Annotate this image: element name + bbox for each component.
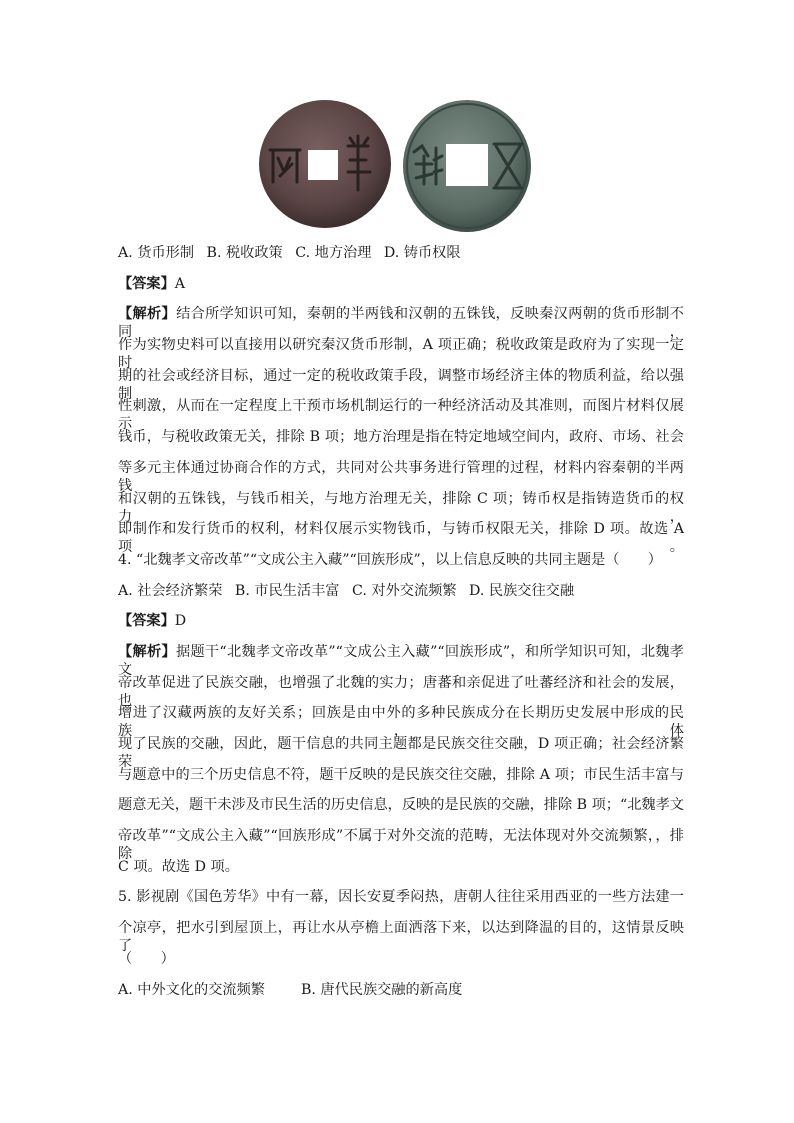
options-q3: [118, 244, 684, 262]
wuzhu-coin-image: [400, 98, 534, 234]
analysis-label: 【解析】: [118, 306, 177, 323]
option-a: A. 货币形制: [118, 245, 195, 261]
analysis-q3-line: 【解析】结合所学知识可知，秦朝的半两钱和汉朝的五铢钱，反映秦汉两朝的货币形制不同，: [118, 306, 684, 341]
analysis-q3-line: 和汉朝的五铢钱，与钱币相关，与地方治理无关，排除 C 项；铸币权是指铸造货币的权力，: [118, 490, 684, 525]
option-a: A. 社会经济繁荣: [118, 582, 223, 599]
analysis-q4-line: 与题意中的三个历史信息不符，题干反映的是民族交往交融，排除 A 项；市民生活丰富与: [118, 766, 684, 783]
analysis-q3-line: 作为实物史料可以直接用以研究秦汉货币形制，A 项正确；税收政策是政府为了实现一定时: [118, 337, 684, 372]
analysis-q4-line: 题意无关，题干未涉及市民生活的历史信息，反映的是民族的交融，排除 B 项；“北魏孝文: [118, 797, 684, 814]
analysis-q3-line: 性刺激，从而在一定程度上干预市场机制运行的一种经济活动及其准则，而图片材料仅展示: [118, 398, 684, 433]
analysis-q3-line: 即制作和发行货币的权利，材料仅展示实物钱币，与铸币权限无关，排除 D 项。故选 A 项。: [118, 521, 684, 556]
option-b: B. 市民生活丰富: [234, 582, 340, 599]
analysis-q4-line: 帝改革促进了民族交融，也增强了北魏的实力；唐蕃和亲促进了吐蕃经济和社会的发展，也: [118, 674, 684, 709]
question-4: 4. “北魏孝文帝改革”“文成公主入藏”“回族形成”，以上信息反映的共同主题是（ ）: [118, 551, 662, 568]
question-5-line: 5. 影视剧《国色芳华》中有一幕，因长安夏季闷热，唐朝人往往采用西亚的一些方法建一: [118, 889, 684, 906]
option-b: B. 唐代民族交融的新高度: [300, 981, 463, 998]
analysis-q4-line: C 项。故选 D 项。: [118, 858, 239, 875]
analysis-q3-line: 期的社会或经济目标，通过一定的税收政策手段，调整市场经济主体的物质利益，给以强制: [118, 367, 684, 402]
option-c: C. 对外交流频繁: [352, 582, 457, 599]
options-q5: [118, 981, 684, 999]
option-d: D. 民族交往交融: [469, 582, 575, 599]
analysis-q4-line: 增进了汉藏两族的友好关系；回族是由中外的多种民族成分在长期历史发展中形成的民族，体: [118, 705, 684, 740]
answer-value: A: [174, 275, 186, 292]
analysis-q4-line: 现了民族的交融，因此，题干信息的共同主题都是民族交往交融，D 项正确；社会经济繁荣: [118, 736, 684, 770]
analysis-q4-line: 帝改革”“文成公主入藏”“回族形成”不属于对外交流的范畴，无法体现对外交流频繁，，排除: [118, 828, 684, 863]
question-5-line: 个凉亭，把水引到屋顶上，再让水从亭檐上面洒落下来，以达到降温的目的，这情景反映了: [118, 920, 684, 955]
analysis-label: 【解析】: [118, 643, 176, 660]
answer-q3: [118, 275, 684, 293]
analysis-q3-line: 钱币，与税收政策无关，排除 B 项；地方治理是指在特定地域空间内，政府、市场、社会: [118, 429, 684, 446]
option-c: C. 地方治理: [295, 245, 372, 261]
analysis-q3-line: 等多元主体通过协商合作的方式，共同对公共事务进行管理的过程，材料内容秦朝的半两钱: [118, 459, 684, 494]
answer-label: 【答案】: [118, 275, 175, 292]
answer-label: 【答案】: [118, 613, 175, 630]
coin-images: [250, 98, 540, 238]
analysis-q4-line: 【解析】据题干“北魏孝文帝改革”“文成公主入藏”“回族形成”，和所学知识可知，北魏孝文: [118, 643, 684, 678]
answer-q4: [118, 612, 684, 630]
question-5-line: （ ）: [118, 950, 175, 967]
document-body: [118, 244, 684, 1011]
option-b: B. 税收政策: [206, 245, 283, 261]
option-a: A. 中外文化的交流频繁: [118, 981, 265, 998]
options-q4: [118, 582, 684, 600]
banliang-coin-image: [256, 98, 394, 230]
answer-value: D: [174, 613, 187, 630]
option-d: D. 铸币权限: [383, 245, 461, 261]
